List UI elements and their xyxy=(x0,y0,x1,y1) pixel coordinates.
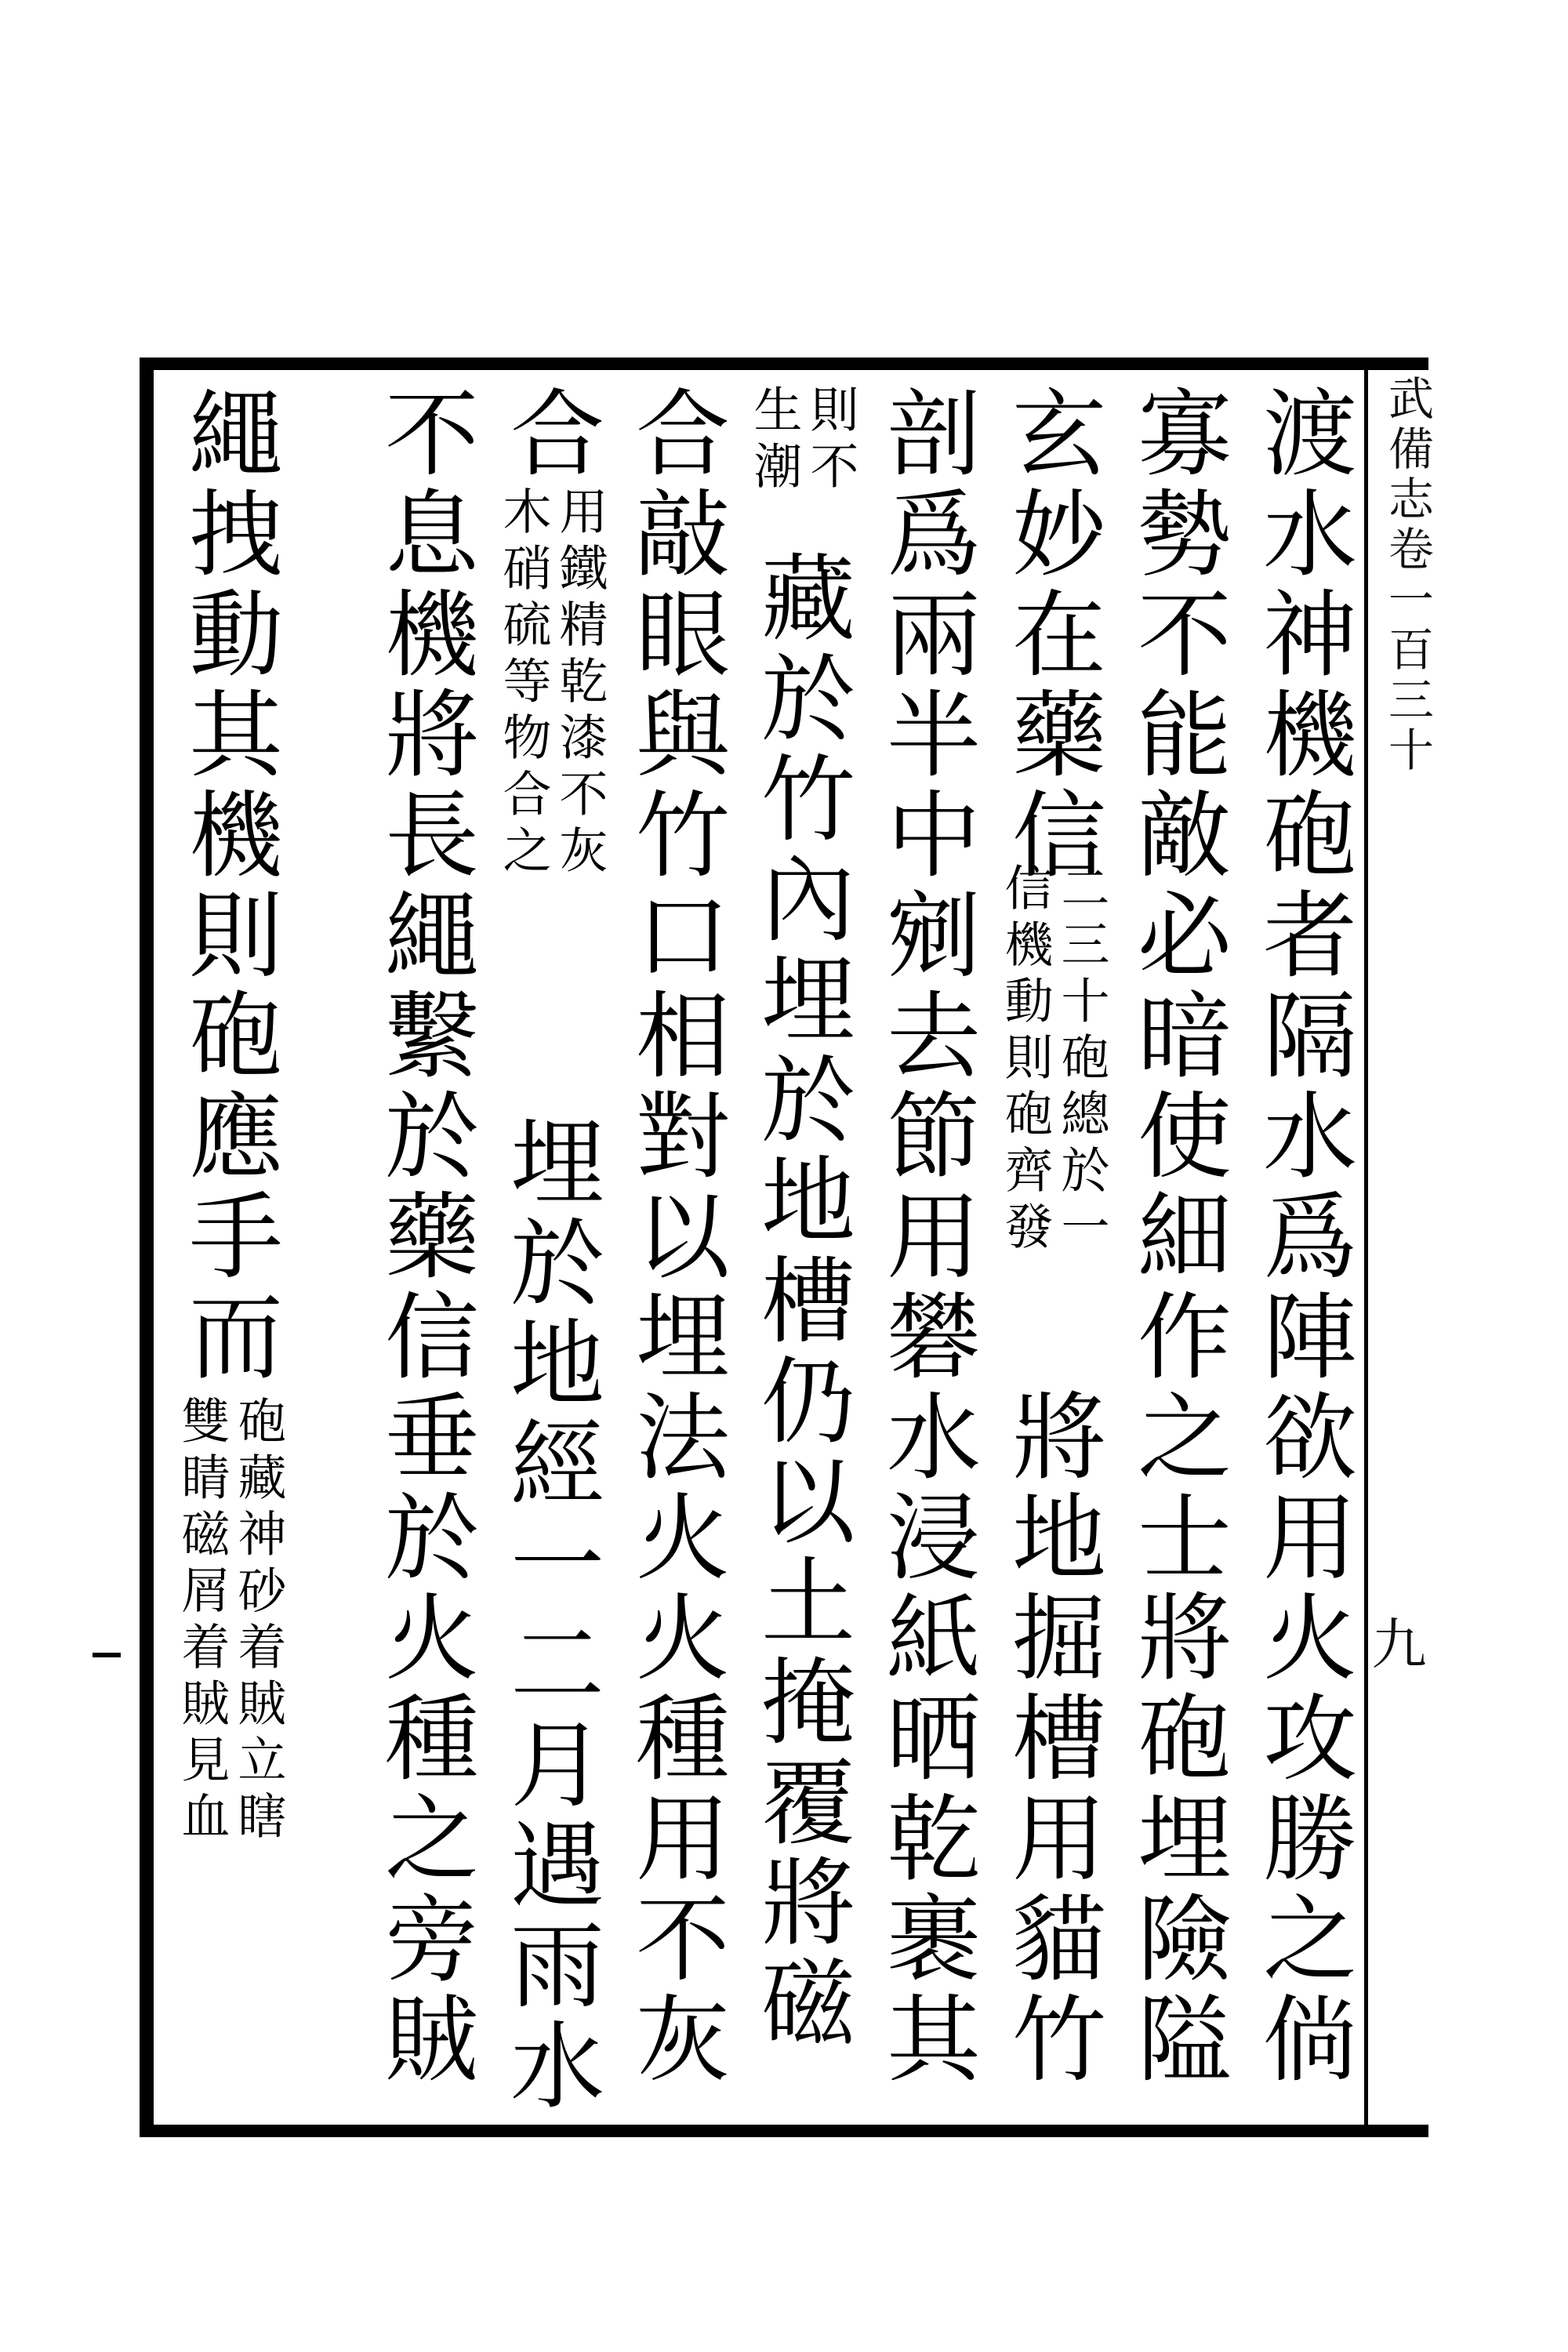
running-head: 武備志卷一百三十 xyxy=(1381,375,1434,776)
text-column-5-main: 藏於竹內埋於地槽仍以土掩覆將磁 xyxy=(746,549,855,2054)
annotation-left-line: 生潮 xyxy=(746,384,803,497)
text-column-9-main: 繩拽動其機則砲應手而 xyxy=(173,384,282,1388)
text-column-3-main-2: 將地掘槽用貓竹 xyxy=(996,1388,1105,2090)
ink-blemish xyxy=(93,1653,121,1657)
text-column-3-annotation xyxy=(992,862,1109,1372)
text-column-9-annotation xyxy=(169,1396,286,2125)
text-column-8: 不息機將長繩繫於藥信垂於火種之旁賊 xyxy=(369,384,478,2090)
text-column-7-annotation xyxy=(490,486,608,996)
folio-number: 九 xyxy=(1363,1615,1427,1670)
text-column-7-main-1: 合 xyxy=(495,384,604,485)
annotation-left-line: 雙睛磁屑着賊見血 xyxy=(173,1396,230,1847)
annotation-right-line: 用鐵精乾漆不灰 xyxy=(551,486,608,881)
annotation-right-line: 二三十砲總於一 xyxy=(1053,862,1110,1258)
text-column-6: 合敲眼與竹口相對以埋法火火種用不灰 xyxy=(620,384,729,2090)
text-column-2: 寡勢不能敵必暗使細作之士將砲埋險隘 xyxy=(1122,384,1231,2090)
annotation-right-line: 則不 xyxy=(802,384,859,497)
text-column-4: 剖爲兩半中剜去節用礬水浸紙晒乾裹其 xyxy=(871,384,980,2090)
text-column-5-annotation xyxy=(741,384,858,541)
annotation-left-line: 木硝硫等物合之 xyxy=(495,486,552,881)
text-column-7-main-2: 埋於地經一二月遇雨水 xyxy=(495,1113,604,2117)
text-column-3-main-1: 玄妙在藥信 xyxy=(996,384,1105,886)
margin-rule xyxy=(1364,368,1368,2132)
text-column-1: 渡水神機砲者隔水爲陣欲用火攻勝之倘 xyxy=(1247,384,1356,2090)
annotation-left-line: 信機動則砲齊發 xyxy=(996,862,1054,1258)
annotation-right-line: 砲藏神砂着賊立瞎 xyxy=(230,1396,287,1847)
